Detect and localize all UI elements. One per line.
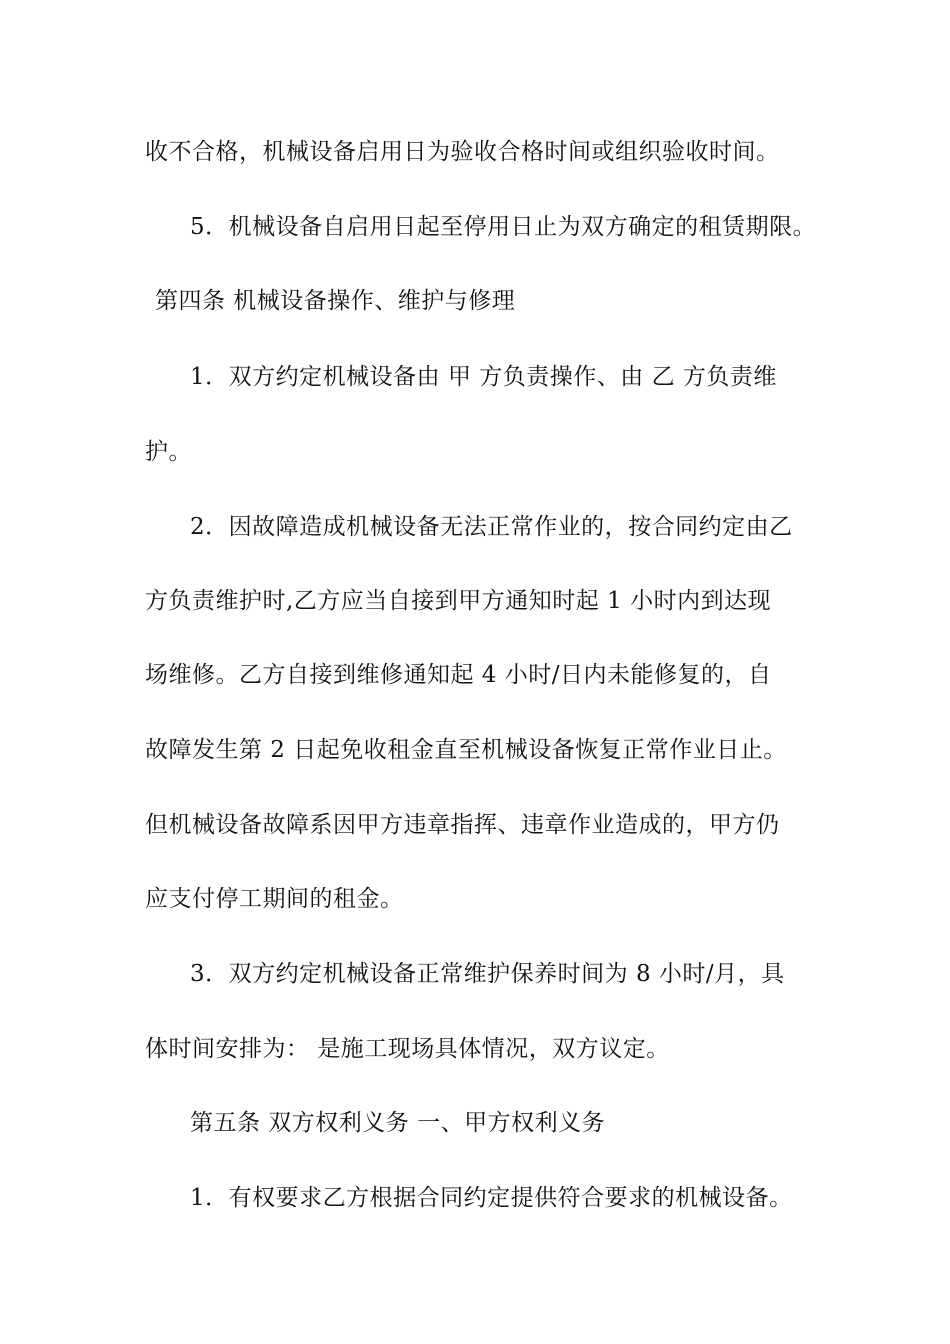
paragraph-line: 收不合格，机械设备启用日为验收合格时间或组织验收时间。 [145, 139, 780, 165]
paragraph-line: 应支付停工期间的租金。 [145, 886, 404, 912]
paragraph-line: 但机械设备故障系因甲方违章指挥、违章作业造成的，甲方仍 [145, 812, 780, 838]
paragraph-line: 5．机械设备自启用日起至停用日止为双方确定的租赁期限。 [190, 214, 817, 240]
paragraph-line: 护。 [145, 439, 192, 465]
paragraph-line: 方负责维护时,乙方应当自接到甲方通知时起 1 小时内到达现 [145, 588, 772, 614]
paragraph-line: 2．因故障造成机械设备无法正常作业的，按合同约定由乙 [190, 514, 793, 540]
section-heading: 第五条 双方权利义务 一、甲方权利义务 [190, 1110, 606, 1136]
paragraph-line: 故障发生第 2 日起免收租金直至机械设备恢复正常作业日止。 [145, 737, 787, 763]
paragraph-line: 3．双方约定机械设备正常维护保养时间为 8 小时/月，具 [190, 961, 785, 987]
section-heading: 第四条 机械设备操作、维护与修理 [155, 288, 516, 314]
paragraph-line: 1．双方约定机械设备由 甲 方负责操作、由 乙 方负责维 [190, 364, 777, 390]
paragraph-line: 体时间安排为： 是施工现场具体情况，双方议定。 [145, 1036, 670, 1062]
paragraph-line: 1．有权要求乙方根据合同约定提供符合要求的机械设备。 [190, 1185, 793, 1211]
paragraph-line: 场维修。乙方自接到维修通知起 4 小时/日内未能修复的，自 [145, 662, 772, 688]
